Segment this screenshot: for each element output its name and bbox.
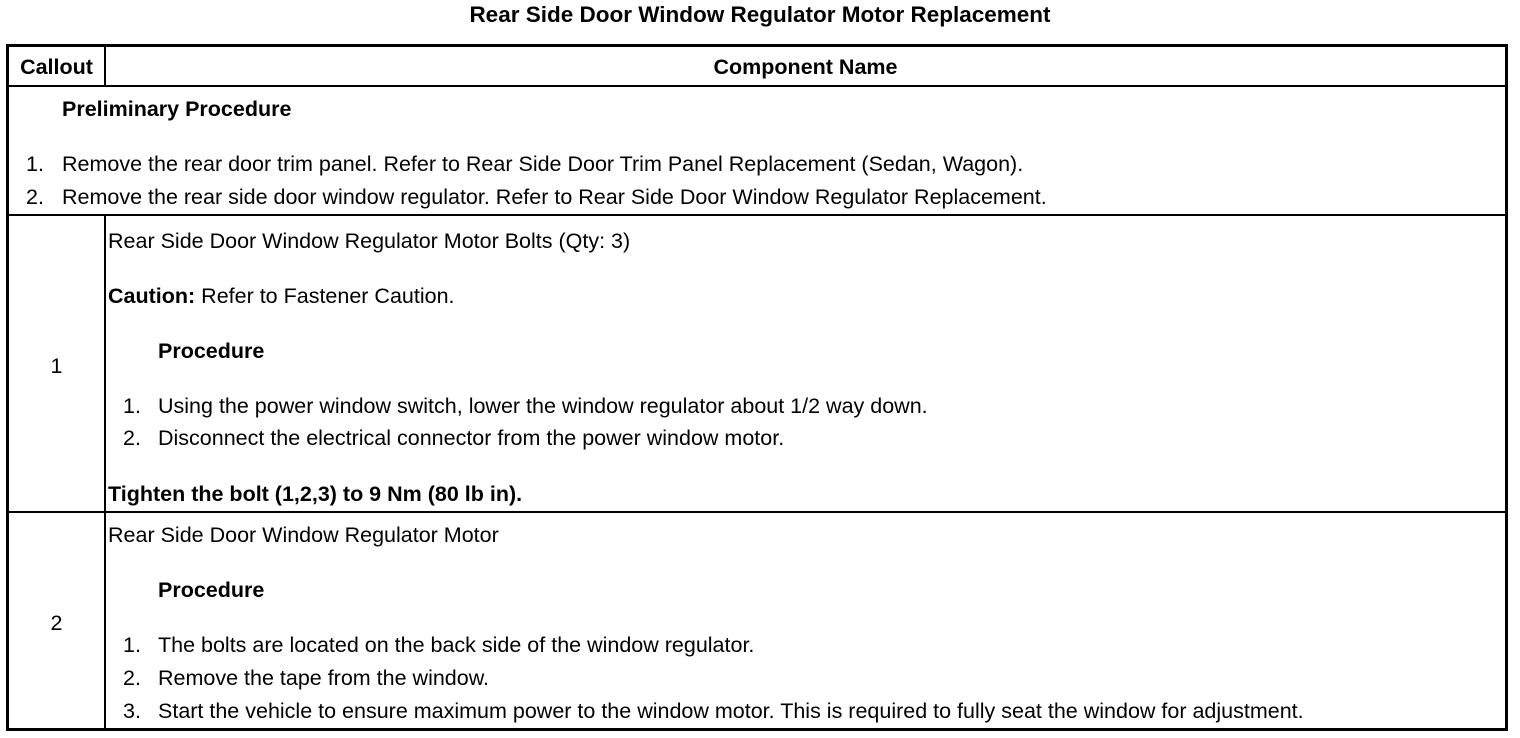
document-title: Rear Side Door Window Regulator Motor Replacement	[469, 2, 1051, 27]
component-column-header: Component Name	[713, 55, 898, 79]
preliminary-heading: Preliminary Procedure	[62, 97, 292, 121]
row-2-step-3-number: 3.	[123, 699, 141, 723]
row-2-step-1-number: 1.	[123, 633, 141, 657]
preliminary-divider	[9, 214, 1505, 216]
caution-text: Refer to Fastener Caution.	[195, 284, 455, 308]
row-1-divider	[9, 511, 1505, 513]
preliminary-step-2-text: Remove the rear side door window regulator. Refer to Rear Side Door Window Regulator Replacement.	[62, 185, 1047, 209]
row-1-step-2-text: Disconnect the electrical connector from the power window motor.	[158, 426, 785, 450]
body-column-divider	[104, 214, 106, 731]
row-1-step-1-text: Using the power window switch, lower the window regulator about 1/2 way down.	[158, 394, 928, 418]
row-1-component-name: Rear Side Door Window Regulator Motor Bolts (Qty: 3)	[108, 229, 631, 253]
row-1-step-2-number: 2.	[123, 426, 141, 450]
row-2-callout: 2	[50, 611, 63, 635]
caution-label: Caution:	[108, 284, 196, 308]
preliminary-step-1-number: 1.	[26, 152, 44, 176]
row-1-step-1-number: 1.	[123, 394, 141, 418]
callout-column-header: Callout	[20, 55, 93, 79]
row-2-step-1-text: The bolts are located on the back side of the window regulator.	[158, 633, 755, 657]
row-2-step-2-text: Remove the tape from the window.	[158, 666, 490, 690]
row-1-torque-spec: Tighten the bolt (1,2,3) to 9 Nm (80 lb in).	[108, 482, 523, 506]
procedure-table	[6, 44, 1508, 731]
row-1-caution	[108, 283, 455, 309]
row-2-step-3-text: Start the vehicle to ensure maximum power to the window motor. This is required to fully seat the window for adjustment.	[158, 699, 1304, 723]
preliminary-step-1-text: Remove the rear door trim panel. Refer to Rear Side Door Trim Panel Replacement (Sedan, Wagon).	[62, 152, 1024, 176]
header-divider	[9, 85, 1505, 87]
row-2-procedure-heading: Procedure	[158, 578, 265, 602]
row-2-step-2-number: 2.	[123, 666, 141, 690]
preliminary-step-2-number: 2.	[26, 185, 44, 209]
row-2-component-name: Rear Side Door Window Regulator Motor	[108, 523, 499, 547]
row-1-procedure-heading: Procedure	[158, 339, 265, 363]
row-1-callout: 1	[50, 354, 63, 378]
